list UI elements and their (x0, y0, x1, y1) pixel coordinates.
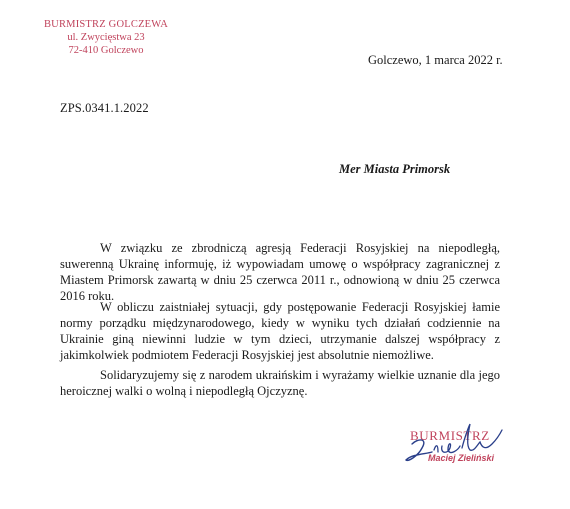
signatory-name: Maciej Zieliński (428, 453, 495, 463)
stamp-title: BURMISTRZ GOLCZEWA (43, 19, 169, 30)
paragraph-2: W obliczu zaistniałej sytuacji, gdy postępowanie Federacji Rosyjskiej łamie normy porządku międzynarodowego, kiedy w wyniku tych działań codziennie na Ukrainie giną niewinni ludzie w tym dzieci, utrzymanie dalszej współpracy z jakimkolwiek podmiotem Federacji Rosyjskiej jest absolutnie niemożliwe. (60, 300, 500, 362)
mayor-stamp (36, 18, 176, 57)
addressee: Mer Miasta Primorsk (339, 162, 451, 176)
reference-number: ZPS.0341.1.2022 (60, 101, 149, 115)
stamp-city: 72-410 Golczewo (68, 45, 144, 56)
stamp-street: ul. Zwycięstwa 23 (67, 32, 145, 43)
signature-stamp-title: BURMISTRZ (410, 428, 490, 443)
paragraph-3: Solidaryzujemy się z narodem ukraińskim i wyrażamy wielkie uznanie dla jego heroicznej walki o wolną i niepodległą Ojczyznę. (60, 368, 500, 398)
place-date: Golczewo, 1 marca 2022 r. (368, 53, 503, 67)
paragraph-1: W związku ze zbrodniczą agresją Federacji Rosyjskiej na niepodległą, suwerenną Ukrainę informuję, iż wypowiadam umowę o współpracy zagranicznej z Miastem Primorsk zawartą w dniu 25 czerwca 2011 r., odnowioną w dniu 25 czerwca 2016 roku. (60, 241, 500, 303)
